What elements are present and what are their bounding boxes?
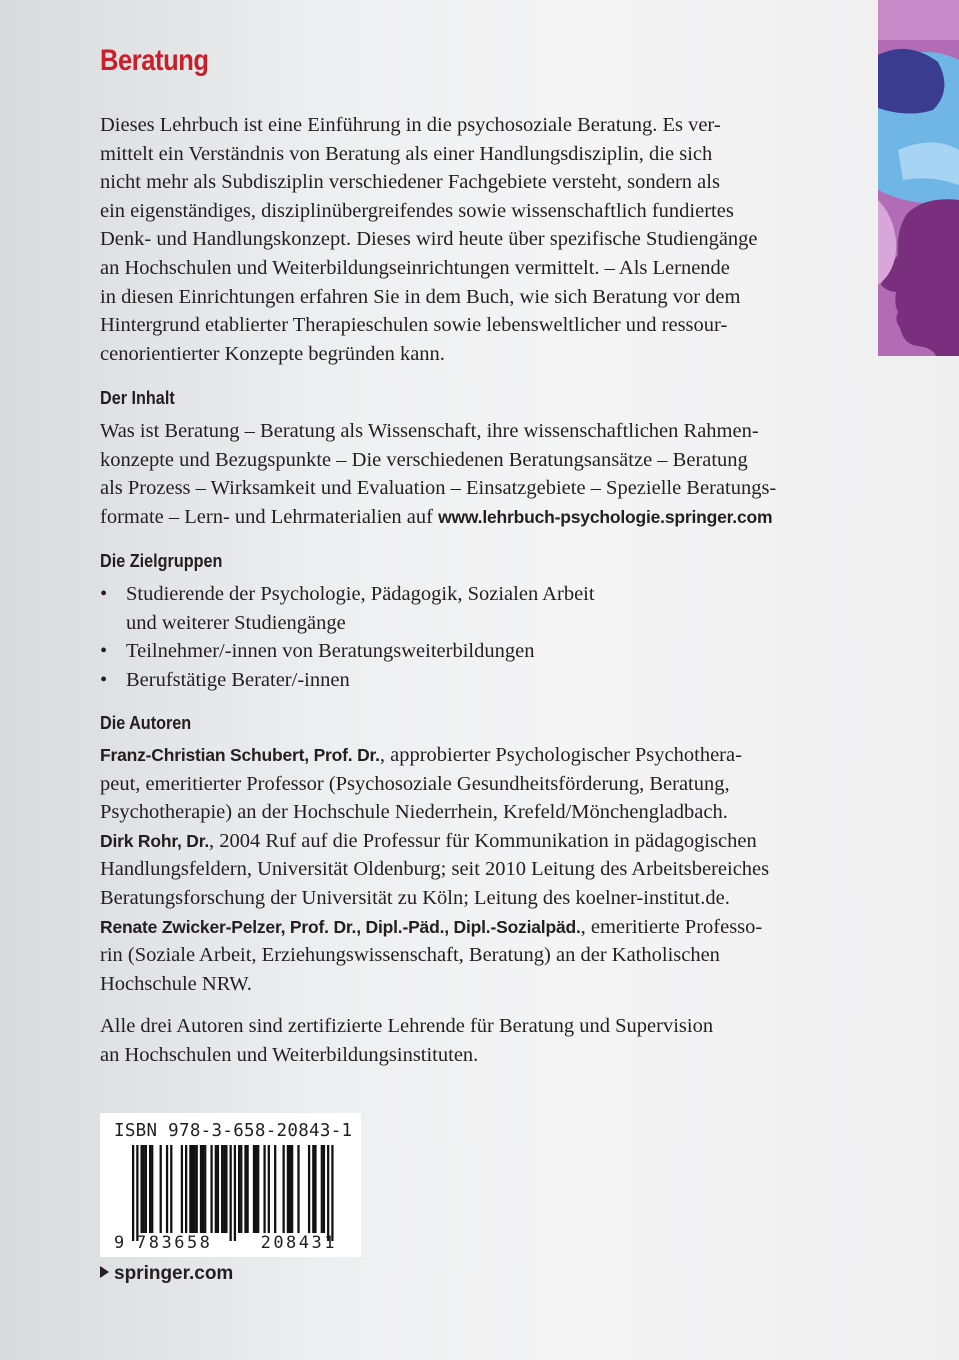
publisher-link[interactable]: springer.com [114,1263,234,1284]
closing-line: Alle drei Autoren sind zertifizierte Lehrende für Beratung und Supervision [100,1015,714,1037]
bullet-icon: • [100,668,108,691]
barcode-bar [145,1145,147,1233]
barcode-bar [210,1145,212,1233]
play-arrow-icon [100,1266,109,1278]
closing-line: an Hochschulen und Weiterbildungsinstituten. [100,1043,479,1066]
barcode-bar [238,1145,240,1233]
author-line [100,741,812,770]
barcode-bar [217,1145,219,1233]
inhalt-line: konzepte und Bezugspunkte – Die verschiedenen Beratungsansätze – Beratung [100,448,748,471]
cover-artwork [878,0,959,356]
ean-right-digits: 208431 [260,1233,337,1253]
author-name: Franz-Christian Schubert, Prof. Dr. [100,745,380,765]
barcode-bar [166,1145,168,1233]
barcode-bar [291,1145,293,1233]
author-text: , emeritierte Professo- [580,915,763,938]
barcode-bar [253,1145,255,1233]
barcode-bar [287,1145,289,1233]
author-name: Renate Zwicker-Pelzer, Prof. Dr., Dipl.-Päd., Dipl.-Sozialpäd. [100,916,581,937]
barcode-bar [255,1145,257,1233]
intro-line: an Hochschulen und Weiterbildungseinrichtungen vermittelt. – Als Lernende [100,256,730,279]
inhalt-line [100,503,812,532]
barcode-bar [221,1145,223,1233]
intro-line: cenorientierter Konzepte begründen kann. [100,342,445,365]
isbn-barcode [100,1113,361,1257]
barcode-bar [297,1145,299,1233]
intro-line: nicht mehr als Subdisziplin verschiedener Fachgebiete versteht, sondern als [100,171,720,194]
author-line [100,913,812,942]
barcode-bar [308,1145,310,1233]
barcode-bar [289,1145,291,1233]
bullet-icon: • [100,640,108,663]
list-item [100,580,800,637]
barcode-bar [244,1145,246,1233]
author-name: Dirk Rohr, Dr. [100,830,210,851]
intro-line: Dieses Lehrbuch ist eine Einführung in die psychosoziale Beratung. Es ver- [100,114,721,136]
intro-line: Hintergrund etablierter Therapieschulen sowie lebensweltlicher und ressour- [100,314,728,337]
intro-line: in diesen Einrichtungen erfahren Sie in dem Buch, wie sich Beratung vor dem [100,285,741,308]
list-item-line: und weiterer Studiengänge [126,611,346,634]
intro-paragraph [100,111,812,368]
authors-paragraph [100,741,812,998]
author-text: , approbierter Psychologischer Psychothera- [379,744,742,766]
barcode-bar [202,1145,204,1233]
barcode-bar [246,1145,248,1233]
barcode-bar [143,1145,145,1233]
barcode-bar [283,1145,285,1233]
barcode-bar [230,1145,232,1241]
inhalt-last-line-text: formate – Lern- und Lehrmaterialien auf [100,505,439,528]
barcode-bar [234,1145,236,1241]
publisher-footer[interactable] [100,1263,233,1285]
bullet-icon: • [100,583,108,605]
intro-line: Denk- und Handlungskonzept. Dieses wird heute über spezifische Studiengänge [100,228,758,251]
barcode-bar [191,1145,193,1233]
barcode-bar [268,1145,270,1233]
barcode-bar [196,1145,198,1233]
author-line: Psychotherapie) an der Hochschule Niederrhein, Krefeld/Mönchengladbach. [100,801,728,824]
barcode-bar [215,1145,217,1233]
silhouette-artwork-icon [878,0,959,356]
barcode-bar [327,1145,329,1241]
barcode-bar [132,1145,134,1241]
section-heading-zielgruppen: Die Zielgruppen [100,551,223,571]
barcode-bar [321,1145,323,1233]
section-heading-autoren: Die Autoren [100,713,192,733]
barcode-bar [204,1145,206,1233]
barcode-bar [331,1145,333,1241]
barcode-bar [274,1145,276,1233]
barcode-bar [170,1145,172,1233]
inhalt-line: als Prozess – Wirksamkeit und Evaluation – Einsatzgebiete – Spezielle Beratungs- [100,477,777,500]
barcode-bar [314,1145,316,1233]
barcode-bar [160,1145,162,1233]
author-line: Hochschule NRW. [100,972,252,995]
list-item-line: Teilnehmer/-innen von Beratungsweiterbildungen [126,640,535,663]
inhalt-paragraph [100,417,812,531]
barcode-bar [263,1145,265,1233]
intro-line: ein eigenständiges, disziplinübergreifendes sowie wissenschaftlich fundiertes [100,199,734,222]
intro-line: mittelt ein Verständnis von Beratung als einer Handlungsdisziplin, die sich [100,142,713,165]
author-line: rin (Soziale Arbeit, Erziehungswissenschaft, Beratung) an der Katholischen [100,944,720,967]
target-group-list [100,580,800,694]
barcode-bar [136,1145,138,1241]
barcode-bar [149,1145,151,1233]
list-item [100,637,800,666]
section-heading-inhalt: Der Inhalt [100,388,175,408]
isbn-text: ISBN 978-3-658-20843-1 [114,1121,353,1141]
barcode-bar [189,1145,191,1233]
author-line: Handlungsfeldern, Universität Oldenburg; seit 2010 Leitung des Arbeitsbereiches [100,858,770,881]
author-line: peut, emeritierter Professor (Psychosoziale Gesundheitsförderung, Beratung, [100,772,730,795]
barcode-bar [200,1145,202,1233]
page-title: Beratung [100,44,209,77]
barcode-bar [151,1145,153,1233]
barcode-bar [323,1145,325,1233]
list-item-line: Berufstätige Berater/-innen [126,668,350,691]
barcode-bar [223,1145,225,1233]
inhalt-line: Was ist Beratung – Beratung als Wissenschaft, ihre wissenschaftlichen Rahmen- [100,420,759,442]
website-link[interactable]: www.lehrbuch-psychologie.springer.com [438,506,773,527]
author-line [100,827,812,856]
author-line: Beratungsforschung der Universität zu Köln; Leitung des koelner-institut.de. [100,886,730,909]
barcode-bar [225,1145,227,1233]
barcode-bar [181,1145,183,1233]
list-item-line: Studierende der Psychologie, Pädagogik, Sozialen Arbeit [126,583,595,605]
ean-first-digit: 9 [114,1233,125,1253]
ean-left-digits: 783658 [136,1233,213,1253]
closing-paragraph [100,1012,812,1069]
barcode-bar [140,1145,142,1233]
barcode-bar [240,1145,242,1233]
author-text: , 2004 Ruf auf die Professur für Kommunikation in pädagogischen [209,829,757,852]
barcode-bar [312,1145,314,1233]
barcode-bar [193,1145,195,1233]
list-item [100,666,800,695]
barcode-bar [185,1145,187,1233]
barcode-bar [257,1145,259,1233]
